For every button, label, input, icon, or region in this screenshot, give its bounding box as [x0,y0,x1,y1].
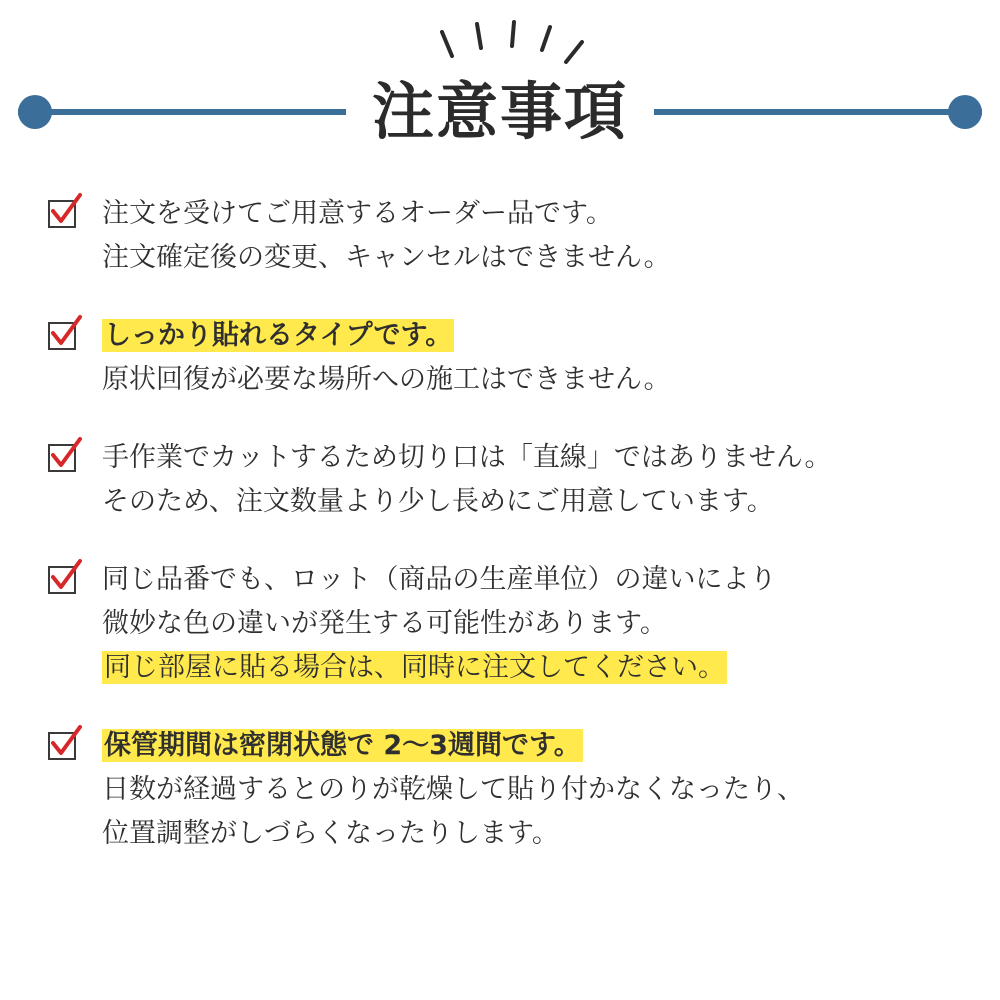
note-line: 位置調整がしづらくなったりします。 [102,818,559,849]
checkbox-checked [48,318,82,352]
sparkle-lines-icon [0,18,1000,66]
note-line: そのため、注文数量より少し長めにご用意しています。 [102,486,774,517]
list-item [48,314,960,402]
header-dot-right [948,95,982,129]
list-item [48,558,960,690]
note-line: 手作業でカットするため切り口は「直線」ではありません。 [102,442,832,473]
checkbox-checked [48,196,82,230]
note-line: 同じ部屋に貼る場合は、同時に注文してください。 [104,652,725,683]
checkmark-icon [48,318,82,352]
checkmark-icon [48,562,82,596]
note-line: 原状回復が必要な場所への施工はできません。 [102,364,671,395]
header-rule-right [654,109,982,115]
note-line: 同じ品番でも、ロット（商品の生産単位）の違いにより [102,564,777,595]
list-item [48,436,960,524]
list-item-text [102,436,960,524]
page-header [0,0,1000,180]
header-rule-left [18,109,346,115]
notice-list [48,192,960,856]
note-line: 日数が経過するとのりが乾燥して貼り付かなくなったり、 [102,774,804,805]
header-dot-left [18,95,52,129]
list-item [48,724,960,856]
note-line: 微妙な色の違いが発生する可能性があります。 [102,608,667,639]
page-title: 注意事項 [372,75,629,148]
note-line: 保管期間は密閉状態で 2〜3週間です。 [104,730,581,761]
list-item [48,192,960,280]
note-line: しっかり貼れるタイプです。 [104,320,453,351]
title-row [0,62,1000,162]
list-item-text [102,314,960,402]
checkmark-icon [48,440,82,474]
list-item-text [102,192,960,280]
checkbox-checked [48,728,82,762]
checkbox-checked [48,440,82,474]
checkbox-checked [48,562,82,596]
note-line: 注文を受けてご用意するオーダー品です。 [102,198,613,229]
note-line: 注文確定後の変更、キャンセルはできません。 [102,242,671,273]
list-item-text [102,558,960,690]
checkmark-icon [48,196,82,230]
checkmark-icon [48,728,82,762]
list-item-text [102,724,960,856]
